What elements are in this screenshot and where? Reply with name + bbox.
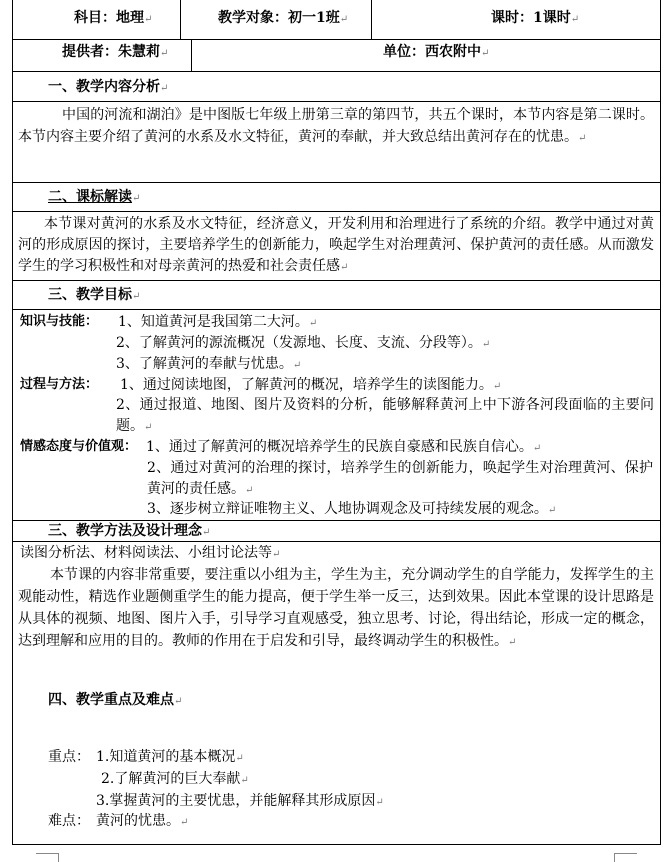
emotion-item: 3、逐步树立辩证唯物主义、人地协调观念及可持续发展的观念。↵ [147,501,557,517]
design-paragraph: 本节课的内容非常重要，要注重以小组为主，学生为主，充分调动学生的自学能力，发挥学生的主观能动性，精选作业题侧重学生的能力提高，便于学生举一反三，达到效果。因此本堂课的设计思路是从具体的视频、地图、图片入手，引导学习直观感受，独立思考、讨论，得出结论，形成一定的概念，达到理解和应用的目的。教师的作用在于启发和引导，最终调动学生的积极性。↵ [18,567,654,649]
row-divider [12,39,661,40]
key-point-item: 3.掌握黄河的主要忧患，并能解释其形成原因↵ [96,793,384,809]
section-title-curriculum: 二、课标解读↵ [48,189,141,205]
section-title-methods: 三、教学方法及设计理念↵ [48,523,211,539]
knowledge-label: 知识与技能： [20,314,99,329]
key-point-item: 2.了解黄河的巨大奉献↵ [101,771,249,787]
hours-cell: 课时：1课时↵ [491,10,580,26]
knowledge-item: 2、了解黄河的源流概况（发源地、长度、支流、分段等）。↵ [116,335,491,351]
emotion-item: 2、通过对黄河的治理的探讨，培养学生的创新能力，唤起学生对治理黄河、保护黄河的责任感。↵ [147,460,653,497]
header-col-divider [371,0,372,39]
process-item: 2、通过报道、地图、图片及资料的分析，能够解释黄河上中下游各河段面临的主要问题。↵ [116,397,654,434]
content-analysis-paragraph: 中国的河流和湖泊》是中图版七年级上册第三章的第四节，共五个课时，本节内容是第二课时。本节内容主要介绍了黄河的水系及水文特征，黄河的奉献，并大致总结出黄河存在的忧患。↵ [18,107,654,145]
audience-cell: 教学对象：初一1班↵ [218,10,349,26]
section-title-objectives: 三、教学目标↵ [48,287,141,303]
difficulty-text: 黄河的忧患。↵ [96,813,189,829]
methods-line: 读图分析法、材料阅读法、小组讨论法等↵ [20,545,281,561]
row-divider [12,309,661,310]
row-divider [12,211,661,212]
knowledge-item: 3、了解黄河的奉献与忧患。↵ [116,356,302,372]
section-title-content-analysis: 一、教学内容分析↵ [48,79,169,95]
table-border-left [12,0,13,844]
row-divider [12,182,661,183]
process-label: 过程与方法： [20,377,99,392]
section-title-key-points: 四、教学重点及难点↵ [48,692,183,708]
provider-cell: 提供者：朱慧莉↵ [62,44,169,60]
subject-cell: 科目：地理↵ [74,10,153,26]
curriculum-paragraph: 本节课对黄河的水系及水文特征，经济意义，开发利用和治理进行了系统的介绍。教学中通过对黄河的形成原因的探讨，主要培养学生的创新能力，唤起学生对治理黄河、保护黄河的责任感。从而激发学生的学习积极性和对母亲黄河的热爱和社会责任感↵ [18,216,654,274]
row-divider [12,844,661,845]
key-label: 重点： [48,749,90,765]
unit-cell: 单位：西农附中↵ [383,44,490,60]
header-col-divider [180,0,181,39]
row-divider [12,280,661,281]
row-divider [12,101,661,102]
header-col-divider [191,39,192,71]
key-point-item: 1.知道黄河的基本概况↵ [96,749,244,765]
row-divider [12,71,661,72]
knowledge-item: 1、知道黄河是我国第二大河。↵ [118,314,318,330]
table-border-right [660,0,661,844]
emotion-label: 情感态度与价值观： [20,439,138,454]
emotion-item: 1、通过了解黄河的概况培养学生的民族自豪感和民族自信心。↵ [146,439,542,455]
difficulty-label: 难点： [48,813,90,829]
process-item: 1、通过阅读地图，了解黄河的概况，培养学生的读图能力。↵ [120,377,502,393]
